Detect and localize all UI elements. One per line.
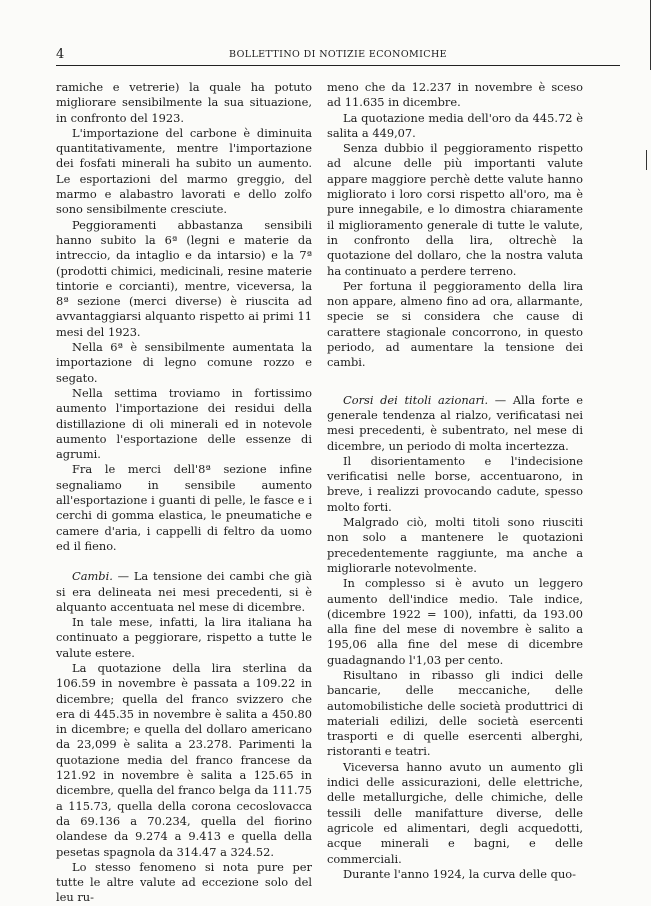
section-gap (327, 371, 583, 393)
paragraph: Fra le merci dell'8ª sezione infine segnaliamo in sensibile aumento all'esportazione i guanti di pelle, le fasce e i cerchi di gomma elastica, le pneumatiche e camere d'aria, i cappelli di feltro da uomo ed il fieno. (56, 462, 312, 553)
page-number: 4 (56, 47, 65, 62)
paragraph: Durante l'anno 1924, la curva delle quo- (343, 866, 577, 881)
right-column (327, 80, 583, 882)
cambi-paragraph (56, 569, 312, 615)
paragraph: La quotazione della lira sterlina da 106.59 in novembre è passata a 109.22 in dicembre; quella del franco svizzero che era di 445.35 in novembre è salita a 450.80 in dicembre; e quella del dollaro americano da 23,099 è salita a 23.278. Parimenti la quotazione media del franco francese da 121.92 in novembre è salita a 125.65 in dicembre, quella del franco belga da 111.75 a 115.73, quella della corona cecoslovacca da 69.136 a 70.234, quella del fiorino olandese da 9.274 a 9.413 e quella della pesetas spagnola da 314.47 a 324.52. (56, 660, 312, 859)
paragraph: Malgrado ciò, molti titoli sono riusciti non solo a mantenere le quotazioni precedentemente raggiunte, ma anche a migliorarle notevolmente. (327, 515, 583, 575)
section-gap (56, 554, 312, 569)
paragraph-text: — Alla forte e generale tendenza al rialzo, verificatasi nei mesi precedenti, è subentrato, nel mese di dicembre, un periodo di molta incertezza. (327, 392, 583, 453)
running-title: BOLLETTINO DI NOTIZIE ECONOMICHE (229, 49, 447, 60)
paragraph: Viceversa hanno avuto un aumento gli indici delle assicurazioni, delle elettriche, delle metallurgiche, delle chimiche, delle tessili delle manifatture diverse, delle agricole ed alimentari, degli acquedotti, acque minerali e bagni, e delle commerciali. (327, 759, 583, 866)
paragraph: meno che da 12.237 in novembre è sceso ad 11.635 in dicembre. (327, 80, 583, 110)
paragraph: In complesso si è avuto un leggero aumento dell'indice medio. Tale indice, (dicembre 1922 = 100), infatti, da 193.00 alla fine del mese di novembre è salito a 195,06 alla fine del mese di dicembre guadagnando l'1,03 per cento. (327, 576, 583, 667)
paragraph: Lo stesso fenomeno si nota pure per tutte le altre valute ad eccezione solo del leu ru- (56, 859, 312, 905)
paragraph: ramiche e vetrerie) la quale ha potuto migliorare sensibilmente la sua situazione, in confronto del 1923. (56, 80, 312, 125)
paragraph: L'importazione del carbone è diminuita quantitativamente, mentre l'importazione dei fosfati minerali ha subito un aumento. Le esportazioni del marmo greggio, del marmo e alabastro lavorati e dello zolfo sono sensibilmente cresciute. (56, 125, 312, 217)
paragraph: Per fortuna il peggioramento della lira non appare, almeno fino ad ora, allarmante, specie se si considera che cause di carattere stagionale concorrono, in questo periodo, ad aumentare la tensione dei cambi. (327, 278, 583, 370)
paragraph: Risultano in ribasso gli indici delle bancarie, delle meccaniche, delle automobilistiche delle società produttrici di materiali edilizi, delle società esercenti trasporti e di quelle esercenti alberghi, ristoranti e teatri. (327, 667, 583, 759)
section-heading-cambi: Cambi. (72, 569, 113, 584)
paragraph: Il disorientamento e l'indecisione verificatisi nelle borse, accentuarono, in breve, i realizzi provocando cadute, spesso molto forti. (327, 453, 583, 514)
page-header (56, 44, 620, 64)
paragraph: La quotazione media dell'oro da 445.72 è salita a 449,07. (327, 110, 583, 140)
scan-edge-mark (646, 150, 647, 170)
corsi-paragraph (327, 393, 583, 454)
paragraph: Nella 6ª è sensibilmente aumentata la importazione di legno comune rozzo e segato. (56, 340, 312, 385)
header-rule (56, 65, 620, 66)
paragraph: In tale mese, infatti, la lira italiana ha continuato a peggiorare, rispetto a tutte le valute estere. (56, 615, 312, 660)
section-heading-corsi: Corsi dei titoli azionari. (343, 392, 489, 407)
paragraph: Nella settima troviamo in fortissimo aumento l'importazione dei residui della distillazione di oli minerali ed in notevole aumento l'esportazione delle essenze di agrumi. (56, 385, 312, 462)
paragraph-text: — La tensione dei cambi che già si era delineata nei mesi precedenti, si è alquanto accentuata nel mese di dicembre. (56, 569, 312, 614)
paragraph: Senza dubbio il peggioramento rispetto ad alcune delle più importanti valute appare maggiore perchè dette valute hanno migliorato i loro corsi rispetto all'oro, ma è pure innegabile, e lo dimostra chiaramente il miglioramento generale di tutte le valute, in confronto della lira, oltrechè la quotazione del dollaro, che la nostra valuta ha continuato a perdere terreno. (327, 141, 583, 278)
left-column (56, 80, 312, 906)
paragraph: Peggioramenti abbastanza sensibili hanno subito la 6ª (legni e materie da intreccio, da intaglio e da intarsio) e la 7ª (prodotti chimici, medicinali, resine materie tintorie e corcianti), mentre, viceversa, la 8ª sezione (merci diverse) è riuscita ad avvantaggiarsi alquanto rispetto ai primi 11 mesi del 1923. (56, 217, 312, 339)
